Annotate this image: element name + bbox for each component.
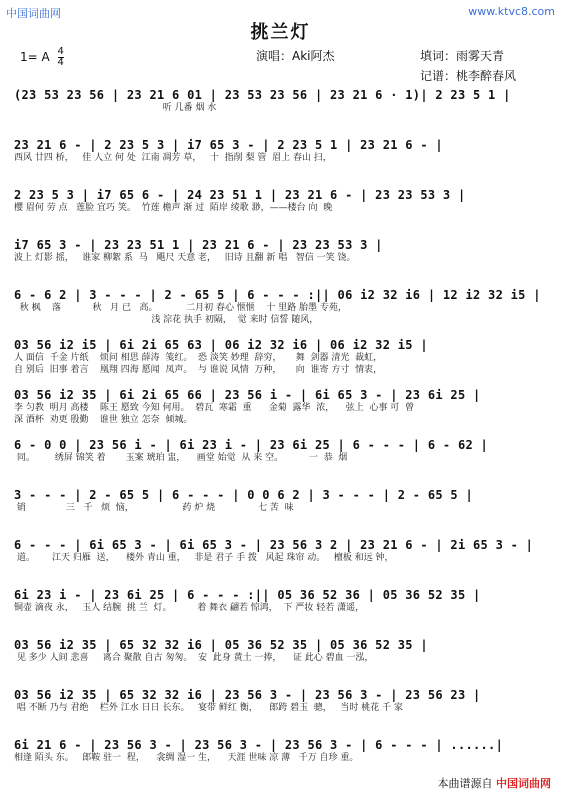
lyrics-line-second-verse	[14, 714, 550, 726]
footer-source-label: 本曲谱源自	[437, 777, 493, 790]
lyrics-line: 铜壶 滴夜 永， 玉人 结腕 挑 兰 灯。 着 舞衣 翩若 惊鸿， 下 严妆 轻若 潇遥，	[14, 603, 365, 613]
transcriber-credit: 记谱：桃李醉春风	[420, 69, 517, 83]
lyrics-line: 樱 眉何 劳 点 莲脸 宜巧 笑。 竹莲 檐声 渐 过 陌岸 绫歌 渺，——楼台 向 晚	[14, 203, 333, 213]
notation-line: 03 56 i2 35 | 65 32 32 i6 | 23 56 3 - | 23 56 3 - | 23 56 23 |	[14, 688, 481, 702]
score-line	[14, 438, 550, 476]
notation-line: 3 - - - | 2 - 65 5 | 6 - - - | 0 0 6 2 | 3 - - - | 2 - 65 5 |	[14, 488, 474, 502]
watermark-top-left: 中国词曲网	[6, 7, 61, 20]
lyrics-line-second-verse	[14, 614, 550, 626]
lyrics-line-second-verse	[14, 164, 550, 176]
lyrics-line: 见 多少 人间 悲喜 离合 聚散 自古 匆匆。 安 此身 黄土 一捧， 证 此心 碧血 一泓，	[14, 653, 374, 663]
lyrics-line-second-verse	[14, 214, 550, 226]
notation-line: 6i 21 6 - | 23 56 3 - | 23 56 3 - | 23 56 3 - | 6 - - - | ......|	[14, 738, 504, 752]
score-line	[14, 288, 550, 326]
score-line	[14, 388, 550, 426]
lyrics-line-second-verse	[14, 264, 550, 276]
notation-line: 23 21 6 - | 2 23 5 3 | i7 65 3 - | 2 23 5 1 | 23 21 6 - |	[14, 138, 443, 152]
lyrics-line: 西风 廿四 桥， 佳 人立 何 处 江南 凋芳 草， 十 指削 梨 管 眉上 春山 扫，	[14, 153, 332, 163]
key-signature	[20, 47, 64, 68]
score-line	[14, 488, 550, 526]
lyrics-line-second-verse	[14, 564, 550, 576]
score-line	[14, 538, 550, 576]
notation-line: 6i 23 i - | 23 6i 25 | 6 - - - :|| 05 36 52 36 | 05 36 52 35 |	[14, 588, 481, 602]
footer-brand: 中国词曲网	[496, 777, 551, 790]
lyrics-line: 波上 灯影 摇， 谁家 柳絮 系 马 飓尺 天意 老， 旧诗 且翻 新 唱 智信 一笑 饶。	[14, 253, 356, 263]
footer-source	[438, 775, 552, 791]
watermark-top-right: www.ktvc8.com	[468, 5, 555, 18]
lyrics-line-second-verse	[14, 664, 550, 676]
singer-credit: 演唱：Aki阿杰	[256, 49, 335, 63]
score-line	[14, 688, 550, 726]
notation-line: 6 - - - | 6i 65 3 - | 6i 65 3 - | 23 56 3 2 | 23 21 6 - | 2i 65 3 - |	[14, 538, 534, 552]
lyricist-credit: 填词：雨雾天青	[420, 49, 505, 63]
notation-line: (23 53 23 56 | 23 21 6 01 | 23 53 23 56 | 23 21 6 · 1)| 2 23 5 1 |	[14, 88, 511, 102]
score-line	[14, 188, 550, 226]
score-line	[14, 638, 550, 676]
lyrics-line: 秋 枫 落 秋 月 已 高。 二月初 春心 惬惬 十 里路 胎墨 专苑，	[14, 303, 347, 313]
lyrics-line: 销 三 千 烦 恼， 药 炉 烧 七 苦 味	[14, 503, 294, 513]
lyrics-line: 人 面信 千金 片纸 烦问 相思 薛涛 笺红。 恐 淡笑 妙理 辞穷， 舞 剑器 清光 裁虹，	[14, 353, 383, 363]
lyrics-line: 李 匀教 明月 高楼 陈王 愿致 今知 何用。 碧瓦 寒霜 重 金菊 露华 浓， 弦上 心事 可 曾	[14, 403, 414, 413]
lyrics-line-second-verse	[14, 114, 550, 126]
lyrics-line: 唱 不断 乃与 君绝 栏外 江水 日日 长东。 宴带 鲜红 衡， 郎跨 碧玉 骢， 当时 桃花 千 家	[14, 703, 403, 713]
notation-line: 03 56 i2 i5 | 6i 2i 65 63 | 06 i2 32 i6 | 06 i2 32 i5 |	[14, 338, 428, 352]
score-line	[14, 338, 550, 376]
notation-line: i7 65 3 - | 23 23 51 1 | 23 21 6 - | 23 23 53 3 |	[14, 238, 383, 252]
song-title: 挑兰灯	[250, 22, 311, 43]
lyrics-line: 听 几番 烟 水	[14, 103, 217, 113]
time-top: 4	[57, 46, 64, 57]
lyrics-line: 相逢 陌头 东。 郎鞍 驻一 程， 衾绸 湿一 生， 天涯 世味 凉 薄 千万 自珍 重。	[14, 753, 359, 763]
time-bottom: 4	[57, 57, 64, 68]
notation-line: 6 - 0 0 | 23 56 i - | 6i 23 i - | 23 6i 25 | 6 - - - | 6 - 62 |	[14, 438, 489, 452]
lyrics-line-second-verse: 深 酒杯 劝更 殷勤 谁世 独立 怎奈 倾城。	[14, 415, 193, 425]
lyrics-line: 同。 绣屏 锦笑 着 玉案 琥珀 盅， 画堂 始觉 从 来 空。 一 恭 烟	[14, 453, 348, 463]
time-signature	[58, 47, 64, 68]
score-line	[14, 138, 550, 176]
lyrics-line-second-verse	[14, 464, 550, 476]
notation-line: 03 56 i2 35 | 6i 2i 65 66 | 23 56 i - | 6i 65 3 - | 23 6i 25 |	[14, 388, 481, 402]
notation-line: 03 56 i2 35 | 65 32 32 i6 | 05 36 52 35 | 05 36 52 35 |	[14, 638, 428, 652]
lyrics-line-second-verse: 自 别后 旧事 着言 凰翔 四海 愿闻 凤声。 与 谁说 风情 万种， 向 谁寄 方寸 情衷，	[14, 365, 383, 375]
notation-line: 2 23 5 3 | i7 65 6 - | 24 23 51 1 | 23 21 6 - | 23 23 53 3 |	[14, 188, 466, 202]
score-line	[14, 238, 550, 276]
score-line	[14, 588, 550, 626]
lyrics-line-second-verse: 浅 淙花 执手 初隔， 觉 来时 信誓 随风，	[14, 315, 319, 325]
score-line	[14, 738, 550, 776]
score-line	[14, 88, 550, 126]
notation-line: 6 - 6 2 | 3 - - - | 2 - 65 5 | 6 - - - :|| 06 i2 32 i6 | 12 i2 32 i5 |	[14, 288, 541, 302]
lyrics-line-second-verse	[14, 514, 550, 526]
key-label: 1= A	[20, 50, 50, 64]
lyrics-line: 道。 江天 归雁 送， 楼外 青山 重， 非是 君子 手 拨 风起 珠帘 动。 檀板 和远 钟，	[14, 553, 394, 563]
